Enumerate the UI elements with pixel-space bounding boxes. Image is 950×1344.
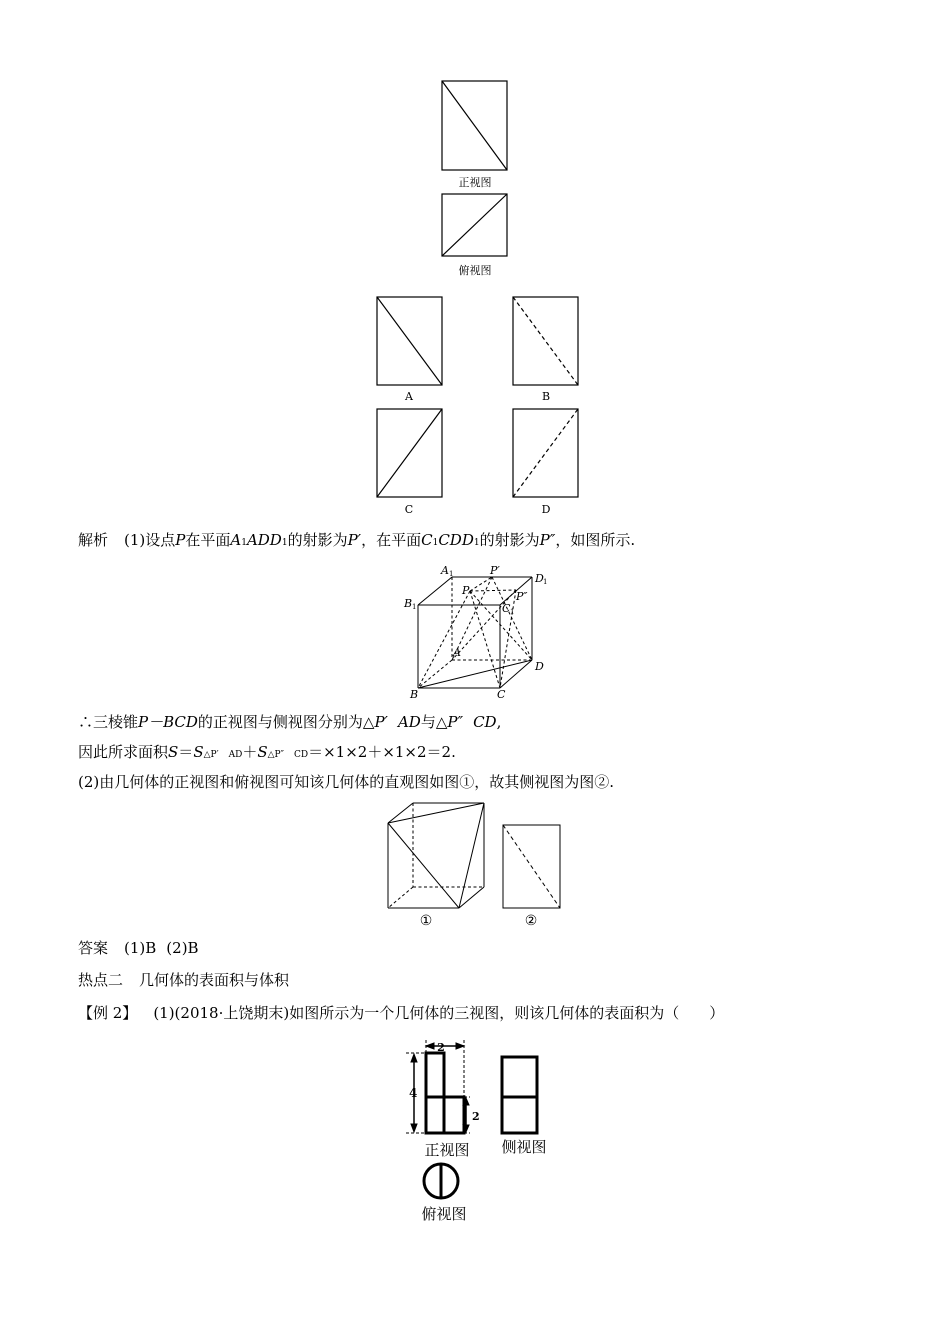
solution-line-4: (2)由几何体的正视图和俯视图可知该几何体的直观图如图①，故其侧视图为图②. (78, 773, 615, 791)
figure-2-label: ② (524, 913, 538, 929)
option-b-figure (513, 297, 578, 385)
side-view-figure-2 (503, 825, 560, 908)
cube-label-d1-sub: 1 (543, 578, 548, 586)
answer-label: 答案 (78, 939, 109, 957)
section-heading (78, 970, 289, 990)
option-a-label: A (405, 390, 413, 403)
cube-label-c1-sub: 1 (510, 608, 515, 616)
cube-label-p: P (462, 584, 470, 597)
cube-label-b1-sub: 1 (412, 603, 417, 611)
dim-4-label: 4 (409, 1086, 418, 1100)
solution-label: 解析 (78, 531, 109, 549)
section-heading-label: 热点二 (78, 971, 124, 989)
cube-label-a1: A (441, 564, 449, 577)
example-2-tag: 【例 2】 (78, 1004, 138, 1022)
option-d-figure (513, 409, 578, 497)
cube-figure (418, 577, 532, 688)
dim-2-top-label: 2 (437, 1041, 445, 1054)
example-2-line (78, 1003, 724, 1023)
top-view-figure (442, 194, 507, 256)
solution-line-2: ∴三棱锥P－BCD的正视图与侧视图分别为△P′ AD与△P″ CD, (78, 713, 502, 731)
example2-top-label: 俯视图 (421, 1205, 467, 1223)
cube-label-p-double-prime: P″ (516, 590, 528, 603)
cube-label-a: A (453, 646, 461, 659)
figure-1-label: ① (419, 913, 433, 929)
solution-line-3: 因此所求面积S＝S△P′ AD＋S△P″ CD＝×1×2＋×1×2＝2. (78, 743, 456, 761)
option-c-label: C (404, 503, 414, 516)
example2-top-view (424, 1164, 458, 1198)
example2-side-label: 侧视图 (501, 1138, 547, 1156)
front-view-label: 正视图 (458, 176, 492, 189)
answer-line: 答案 (1)B (2)B (78, 939, 199, 957)
example2-side-view (502, 1057, 537, 1133)
cube-label-c1: C (502, 602, 511, 615)
dim-2-right-label: 2 (472, 1110, 480, 1123)
solution-line-1: 解析 (1)设点P在平面A1ADD1的射影为P′，在平面C1CDD1的射影为P″，如图所示. (78, 531, 636, 549)
cube-label-d1: D (535, 572, 544, 585)
cube-label-c: C (497, 688, 506, 701)
front-view-figure (442, 81, 507, 170)
cube-label-a1-sub: 1 (449, 570, 454, 578)
top-view-label: 俯视图 (458, 264, 492, 277)
cube-label-d: D (535, 660, 544, 673)
solid-figure-1 (388, 803, 484, 908)
section-heading-title: 几何体的表面积与体积 (139, 971, 290, 989)
option-c-figure (377, 409, 442, 497)
cube-label-b1: B (404, 597, 413, 610)
option-a-figure (377, 297, 442, 385)
cube-label-p-prime: P′ (490, 564, 500, 577)
option-d-label: D (541, 503, 551, 516)
cube-label-b: B (410, 688, 419, 701)
example-2-text: (1)(2018·上饶期末)如图所示为一个几何体的三视图，则该几何体的表面积为（ ） (153, 1004, 725, 1022)
example2-front-label: 正视图 (424, 1141, 470, 1159)
option-b-label: B (541, 390, 551, 403)
